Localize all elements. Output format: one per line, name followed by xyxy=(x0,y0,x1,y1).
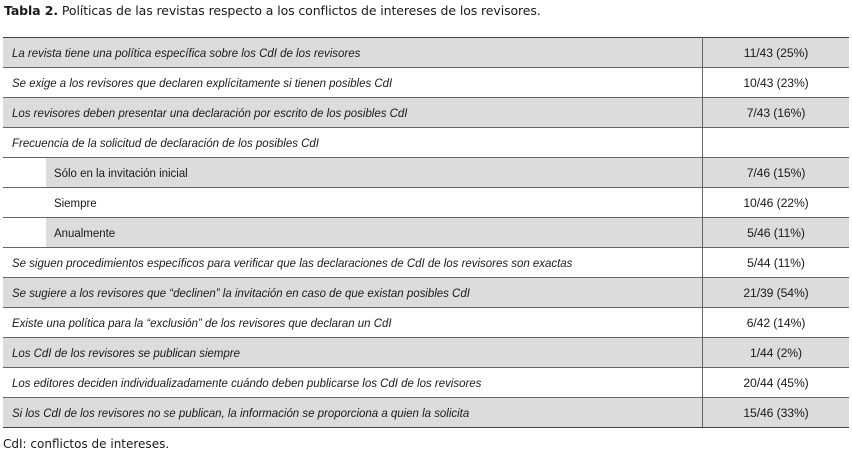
row-description xyxy=(3,278,703,308)
row-value: 10/46 (22%) xyxy=(703,188,850,218)
row-description xyxy=(3,98,703,128)
table-row xyxy=(3,308,849,338)
table-footnote: CdI: conflictos de intereses. xyxy=(3,437,170,451)
table-row xyxy=(3,368,849,398)
row-description xyxy=(3,248,703,278)
table-row xyxy=(3,278,849,308)
row-value: 7/43 (16%) xyxy=(703,98,850,128)
row-description-text: Los revisores deben presentar una declaración por escrito de los posibles CdI xyxy=(12,105,408,120)
row-description-text: La revista tiene una política específica sobre los CdI de los revisores xyxy=(12,45,361,60)
row-value: 20/44 (45%) xyxy=(703,368,850,398)
table-row xyxy=(3,158,849,188)
row-description xyxy=(3,158,703,188)
row-description xyxy=(3,188,703,218)
row-value: 11/43 (25%) xyxy=(703,38,850,68)
row-value: 21/39 (54%) xyxy=(703,278,850,308)
row-description-text: Existe una política para la “exclusión” de los revisores que declaran un CdI xyxy=(12,315,392,330)
row-value xyxy=(703,128,850,158)
table-row xyxy=(3,38,849,68)
row-description xyxy=(3,368,703,398)
table-row xyxy=(3,218,849,248)
row-description-text: Se sugiere a los revisores que “declinen” la invitación en caso de que existan posibles CdI xyxy=(12,285,470,300)
row-description-text: Si los CdI de los revisores no se publican, la información se proporciona a quien la solicita xyxy=(12,405,470,420)
table-row xyxy=(3,68,849,98)
row-description-text: Siempre xyxy=(54,195,97,210)
row-value: 5/44 (11%) xyxy=(703,248,850,278)
row-description xyxy=(3,128,703,158)
table-caption-text: Políticas de las revistas respecto a los conflictos de intereses de los revisores. xyxy=(61,3,541,18)
row-description xyxy=(3,398,703,428)
row-description-text: Se exige a los revisores que declaren explícitamente si tienen posibles CdI xyxy=(12,75,393,90)
policy-table xyxy=(3,37,849,428)
row-description xyxy=(3,218,703,248)
row-value: 7/46 (15%) xyxy=(703,158,850,188)
row-value: 1/44 (2%) xyxy=(703,338,850,368)
table-caption xyxy=(4,3,541,18)
table-row xyxy=(3,338,849,368)
table-caption-label: Tabla 2. xyxy=(4,3,59,18)
table-row xyxy=(3,188,849,218)
table-row xyxy=(3,128,849,158)
table-row xyxy=(3,248,849,278)
row-value: 5/46 (11%) xyxy=(703,218,850,248)
row-description xyxy=(3,68,703,98)
table-row xyxy=(3,98,849,128)
row-description-text: Se siguen procedimientos específicos para verificar que las declaraciones de CdI de los revisores son exactas xyxy=(12,255,573,270)
row-description-text: Los editores deciden individualizadamente cuándo deben publicarse los CdI de los revisores xyxy=(12,375,482,390)
row-value: 6/42 (14%) xyxy=(703,308,850,338)
row-description-text: Frecuencia de la solicitud de declaración de los posibles CdI xyxy=(12,135,319,150)
table-row xyxy=(3,398,849,428)
row-value: 15/46 (33%) xyxy=(703,398,850,428)
row-description xyxy=(3,308,703,338)
row-value: 10/43 (23%) xyxy=(703,68,850,98)
row-description-text: Anualmente xyxy=(54,225,116,240)
policy-table-body xyxy=(3,38,849,428)
row-description-text: Los CdI de los revisores se publican siempre xyxy=(12,345,240,360)
row-description xyxy=(3,38,703,68)
row-description-text: Sólo en la invitación inicial xyxy=(54,165,188,180)
row-description xyxy=(3,338,703,368)
